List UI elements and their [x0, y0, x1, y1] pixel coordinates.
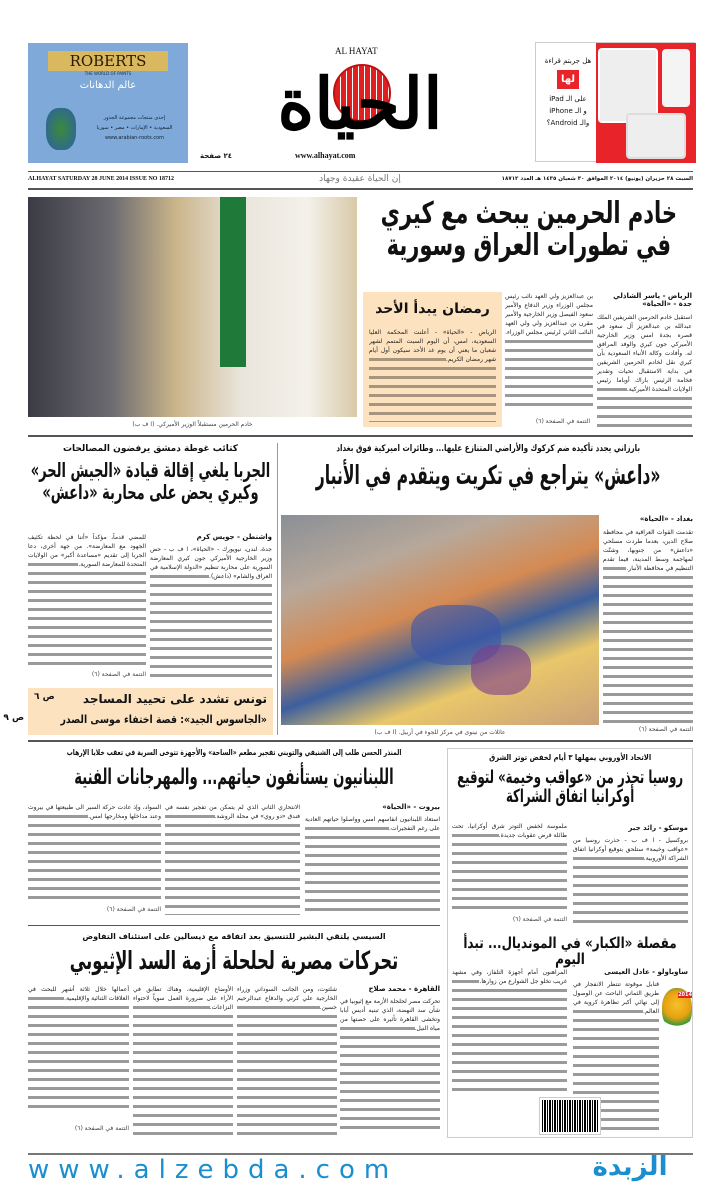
- egypt-kicker: السيسي يلتقي البشير للتنسيق بعد اتفاقه مع ديسالين على استئناف التفاوض: [82, 932, 386, 941]
- mondial-col1: قنابل موقوتة تنتظر الانفجار في طريق الثماني الباحث عن الوصول إلى نهائي أكبر تظاهرة كروية في العالم.: [573, 980, 659, 1135]
- flag-image: [220, 197, 246, 367]
- lead-headline: خادم الحرمين يبحث مع كيري في تطورات العراق وسورية: [380, 196, 678, 264]
- isis-byline: بغداد - «الحياة»: [639, 515, 693, 523]
- ramadan-text: الرياض - «الحياة» - أعلنت المحكمة العليا السعودية، امس، أن اليوم السبت المتمم لشهر شعبان ما يعني أن يوم غد الأحد سيكون أول أيام شهر رمضان الكريم.: [369, 328, 496, 422]
- russia-headline-box: [450, 768, 690, 814]
- teaser-item[interactable]: تونس تشدد على تحييد المساجد ص ٦: [34, 692, 267, 706]
- isis-photo-caption: عائلات من نينوى في مركز للجوء في أربيل. (ا ف ب): [374, 729, 506, 736]
- jarba-headline: الجربا يلغي إقالة قيادة «الجيش الحر» وكيري يحض على محاربة «داعش»: [30, 458, 271, 504]
- masthead-logo: [200, 46, 495, 161]
- russia-continued: التتمة في الصفحة (٦): [512, 916, 567, 923]
- ad-brand: ROBERTS: [48, 51, 168, 71]
- ad-laha[interactable]: [535, 42, 695, 162]
- russia-col1: بروكسيل - ا ف ب - حذرت روسيا من «عواقب وخيمة» ستلحق بتوقيع أوكرانيا اتفاق الشراكة الأوروبية.: [573, 836, 688, 926]
- teasers-box: [3, 688, 273, 735]
- teaser-item[interactable]: «الجاسوس الجيد»: قصة اختفاء موسى الصدر ص ٩: [3, 713, 267, 726]
- egypt-col1: تحركت مصر لحلحلة الأزمة مع إثيوبيا في شأن سد النهضة، الذي تبنيه أديس أبابا وتخشى القاهرة تأثيره على حصتها من مياه النيل.: [340, 997, 440, 1135]
- isis-text: تقدمت القوات العراقية في محافظة صلاح الدين، بعدما طردت مسلحي «داعش» من جنوبها، وشنّت لمهاجمة وسط المدينة، فيما تقدم التنظيم في محافظة الأنبار.: [603, 528, 693, 723]
- lebanon-col3: السواد، وإذ عادت حركة السير الى طبيعتها في بيروت وعند مداخلها ومخارجها امس.: [28, 803, 161, 903]
- lebanon-col1: استعاد اللبنانيون انفاسهم امس وواصلوا حياتهم العادية على رغم التفجيرات.: [305, 815, 440, 915]
- date-ar: السبت ٢٨ حزيران (يونيو) ٢٠١٤ الموافق ٣٠ شعبان ١٤٣٥ هـ العدد ١٨٧١٢: [501, 176, 693, 182]
- lebanon-kicker: المنذر الحسن طلب إلى الشنيفي والتويني تفجير مطعم «الساحة» والأجهزة تتوخى السرية في تعقب خلايا الإرهاب: [66, 748, 402, 757]
- jarba-col1: جدة، لندن، نيويورك - «الحياة»، ا ف ب - حض وزير الخارجية الأميركي جون كيري المعارضة السورية على محاربة تنظيم «الدولة الإسلامية في العراق والشام» (داعش).: [150, 545, 272, 682]
- jarba-col2: للمضي قدماً، مؤكداً «أننا في لحظة تكثيف الجهود مع المعارضة». من جهة أخرى، دعا الجربا إلى تقديم «مساعدة أكبر» من الولايات المتحدة للمعارضة السورية.: [28, 533, 146, 668]
- lead-photo: [28, 197, 357, 417]
- ad-line2: و الـ iPhone: [549, 107, 587, 115]
- egypt-continued: التتمة في الصفحة (٦): [74, 1125, 129, 1132]
- lebanon-headline: اللبنانيون يستأنفون حياتهم... والمهرجانات الفنية: [74, 765, 394, 790]
- lead-continued: التتمة في الصفحة (٦): [535, 418, 590, 425]
- russia-headline: روسيا تحذر من «عواقب وخيمة» لتوقيع أوكرانيا اتفاق الشراكة: [457, 767, 684, 808]
- egypt-col3: الأوضاع الإقليمية، وهناك تطابق في الآراء على ضرورة العمل سوياً لاحتواء النزاعات.: [133, 985, 233, 1135]
- barcode: [540, 1098, 600, 1134]
- mondial-col2: المراهنون أمام أجهزة التلفاز، وفي مشهد غريب تخلو جل الشوارع من زوارها.: [452, 968, 567, 1093]
- lebanon-headline-box: [28, 766, 440, 800]
- tablet-image: [598, 48, 658, 123]
- lead-headline-box: [365, 198, 693, 278]
- slogan: إن الحياة عقيدة وجهاد: [319, 174, 401, 184]
- lead-photo-caption: خادم الحرمين مستقبلاً الوزير الأميركي. (ا ف ب): [132, 421, 253, 428]
- ad-title: عالم الدهانات: [79, 80, 137, 91]
- lebanon-continued: التتمة في الصفحة (٦): [106, 906, 161, 913]
- isis-photo: [281, 515, 599, 725]
- ramadan-title: رمضان يبدأ الأحد: [375, 301, 490, 317]
- website[interactable]: www.alhayat.com: [295, 151, 356, 160]
- page-count: ٢٤ صفحة: [200, 152, 233, 160]
- isis-headline-box: [283, 462, 693, 502]
- ad-line1: إحدى منتجات مجموعة الجذور: [103, 115, 166, 121]
- ad-line3: والـ Android؟: [546, 119, 590, 127]
- egypt-headline-box: [28, 947, 440, 983]
- ad-url: www.arabian-roots.com: [104, 135, 165, 141]
- lead-byline: الرياض - ياسر الشاذلي جدة - «الحياة»: [613, 292, 692, 308]
- logo-ar: الحياة: [277, 62, 443, 145]
- ad-line1: على الـ iPad: [549, 95, 587, 103]
- tablet2-image: [626, 113, 686, 159]
- mondial-headline-box: [450, 934, 690, 969]
- lead-col1: استقبل خادم الحرمين الشريفين الملك عبدالله بن عبدالعزيز آل سعود في قصره بجدة امس وزير الخارجية الأميركي جون كيري والوفد المرافق له. وأفادت وكالة الأنباء السعودية بأن كيري نقل لخادم الحرمين الشريفين في بداية الاستقبال تحيات وتقدير فخامة الرئيس باراك أوباما رئيس الولايات المتحدة الأميركية.: [597, 313, 692, 433]
- egypt-col2: شلتوت، ومن الجانب السوداني وزراء الخارجية علي كرتي والدفاع عبدالرحيم حسين.: [237, 985, 337, 1135]
- jarba-kicker: كتائب غوطة دمشق يرفضون المصالحات: [62, 444, 238, 454]
- jarba-headline-box: [28, 460, 273, 530]
- phone-image: [662, 49, 690, 107]
- ad-paint-hand-image: [46, 108, 76, 150]
- ramadan-box: [363, 292, 502, 427]
- jarba-continued: التتمة في الصفحة (٦): [91, 671, 146, 678]
- lebanon-byline: بيروت - «الحياة»: [382, 803, 440, 811]
- lebanon-col2: الانتحاري الثاني الذي لم يتمكن من تفجير نفسه في فندق «دو روي» في محلة الروشة.: [165, 803, 300, 915]
- ad-tagline: THE WORLD OF PAINTS: [84, 71, 132, 76]
- isis-kicker: بارزاني يجدد تأكيده ضم كركوك والأراضي المتنازع عليها... وطائرات اميركية فوق بغداد: [336, 444, 641, 454]
- russia-byline: موسكو - رائد جبر: [628, 824, 688, 832]
- world-cup-logo: 2014: [662, 988, 692, 1030]
- watermark-url[interactable]: www.alzebda.com: [28, 1155, 399, 1185]
- date-en: ALHAYAT SATURDAY 28 JUNE 2014 ISSUE NO 18712: [28, 176, 174, 182]
- ad-roberts[interactable]: [28, 43, 188, 163]
- egypt-col4: أعمالها خلال ثلاثة أشهر للبحث في العلاقات الثنائية والإقليمية.: [28, 985, 129, 1110]
- isis-kicker-box: [283, 444, 693, 456]
- egypt-byline: القاهرة - محمد صلاح: [368, 985, 440, 993]
- russia-kicker: الاتحاد الأوروبي يمهلها ٣ أيام لخفض توتر الشرق: [489, 753, 652, 762]
- mondial-headline: مقصلة «الكبار» في المونديال... تبدأ اليوم: [463, 934, 677, 969]
- ad-title: هل جربتم قراءة: [544, 57, 592, 65]
- isis-continued: التتمة في الصفحة (٦): [638, 726, 693, 733]
- ad-logo: لها: [557, 70, 579, 89]
- egypt-headline: تحركات مصرية لحلحلة أزمة السد الإثيوبي: [69, 946, 399, 975]
- ad-line2: السعودية • الإمارات • مصر • سوريا: [96, 125, 173, 131]
- jarba-byline: واشنطن - جويس كرم: [196, 533, 272, 541]
- lebanon-kicker-box: [28, 748, 440, 759]
- lead-col2: بن عبدالعزيز ولي العهد نائب رئيس مجلس الوزراء وزير الدفاع والأمير سعود الفيصل وزير الخارجية والأمير مقرن بن عبدالعزيز ولي ولي العهد النائب الثاني لرئيس مجلس الوزراء.: [505, 292, 593, 410]
- zebda-logo: الزبدة: [592, 1152, 668, 1182]
- russia-col2: ملموسة لخفض التوتر شرق أوكرانيا، تحت طائلة فرض عقوبات جديدة.: [452, 822, 567, 913]
- mondial-byline: ساوباولو - عادل العيسى: [604, 968, 688, 976]
- isis-headline: «داعش» يتراجع في تكريت ويتقدم في الأنبار: [315, 461, 661, 491]
- column-divider: [277, 443, 278, 735]
- logo-en: AL HAYAT: [335, 46, 378, 56]
- russia-kicker-box: [450, 753, 690, 764]
